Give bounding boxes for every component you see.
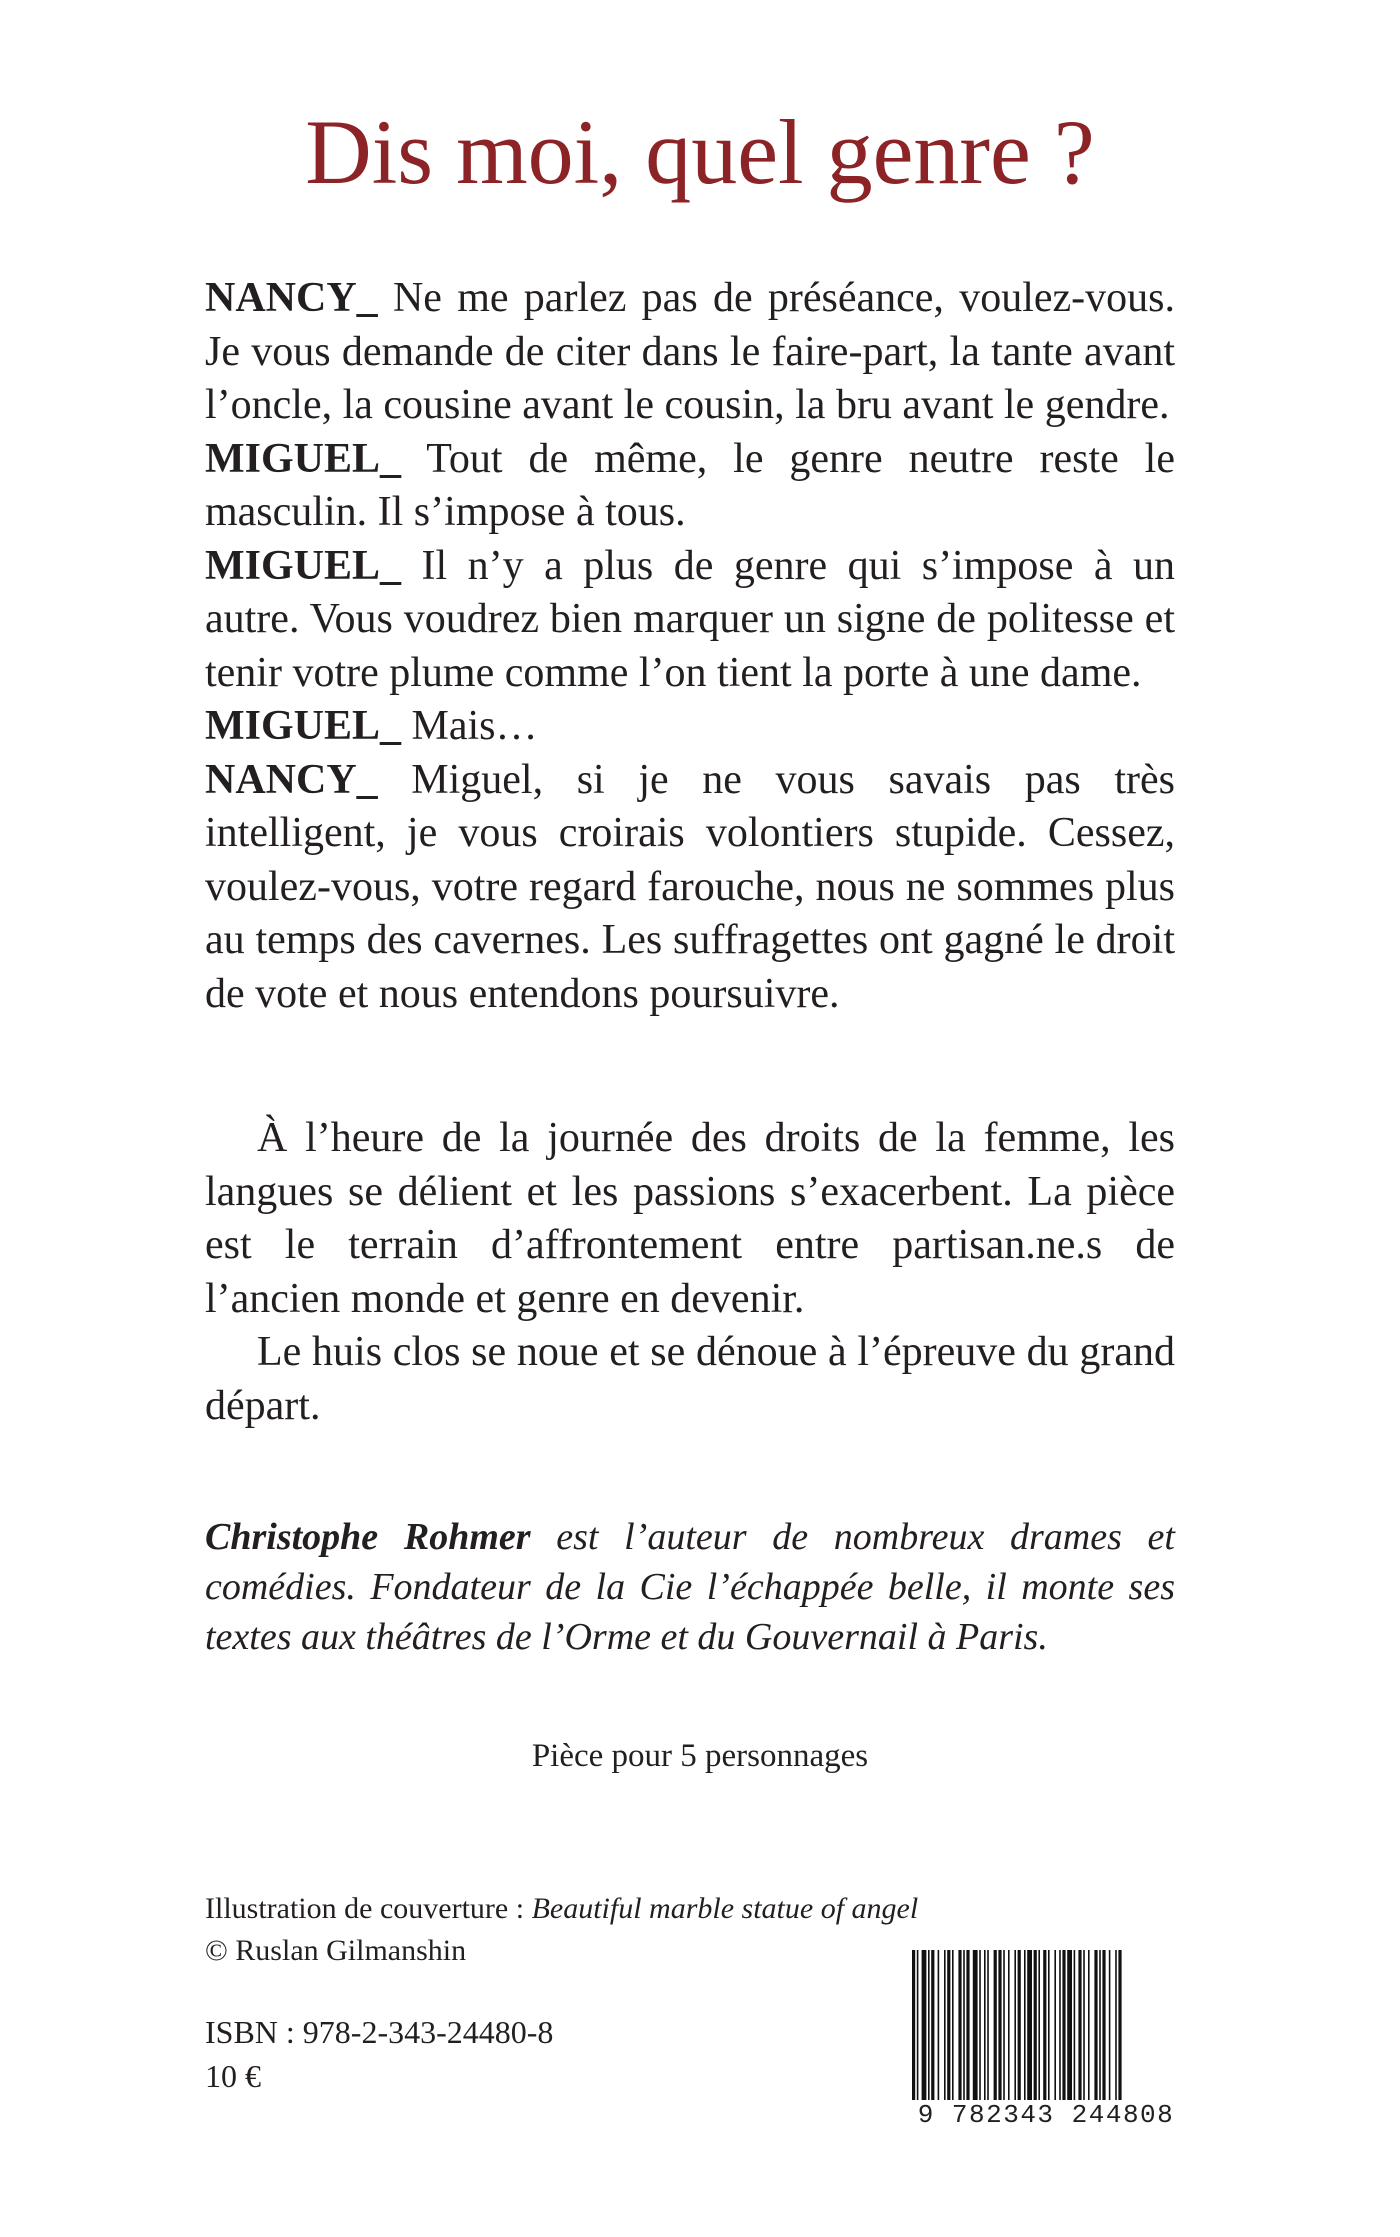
- barcode-bar: [1038, 1950, 1040, 2100]
- isbn: ISBN : 978-2-343-24480-8: [205, 2014, 554, 2050]
- illustration-work: Beautiful marble statue of angel: [531, 1892, 919, 1925]
- barcode-bar: [1048, 1950, 1050, 2100]
- author-bio-body: est l’auteur de nombreux drames et comédies. Fondateur de la Cie l’échappée belle, il monte ses textes aux théâtres de l’Orme et du Gouvernail à Paris.: [205, 1516, 1175, 1658]
- barcode-bar: [922, 1950, 927, 2100]
- barcode-bar: [1083, 1950, 1085, 2100]
- summary-paragraph: Le huis clos se noue et se dénoue à l’épreuve du grand départ.: [205, 1329, 1175, 1429]
- dialogue-line: [205, 754, 1175, 1022]
- copyright-line: © Ruslan Gilmanshin: [205, 1934, 467, 1967]
- barcode-bar: [952, 1950, 954, 2100]
- dialogue-excerpt: [205, 272, 1175, 1021]
- dialogue-text: Miguel, si je ne vous savais pas très intelligent, je vous croirais volontiers stupide. Cessez, voulez-vous, votre regard farouche, nous ne sommes plus au temps des cavernes. Les suffragettes ont gagné le droit de vote et nous entendons poursuivre.: [205, 756, 1175, 1017]
- barcode-bar: [1008, 1950, 1010, 2100]
- speaker-name: MIGUEL_: [205, 703, 402, 749]
- dialogue-text: Il n’y a plus de genre qui s’impose à un autre. Vous voudrez bien marquer un signe de politesse et tenir votre plume comme l’on tient la porte à une dame.: [205, 542, 1175, 696]
- speaker-name: NANCY_: [205, 275, 378, 321]
- illustration-line: [205, 1888, 1105, 1930]
- barcode-bar: [1102, 1950, 1105, 2100]
- speaker-name: NANCY_: [205, 756, 378, 803]
- barcode-bar: [987, 1950, 989, 2100]
- author-bio: [205, 1512, 1175, 1662]
- cast-note: Pièce pour 5 personnages: [531, 1738, 869, 1774]
- barcode-bar: [1067, 1950, 1072, 2100]
- barcode-bar: [966, 1950, 969, 2100]
- dialogue-line: [205, 540, 1175, 701]
- barcode-bar: [917, 1950, 919, 2100]
- barcode-bar: [912, 1950, 915, 2100]
- barcode-bar: [1054, 1950, 1056, 2100]
- barcode-bar: [1059, 1950, 1061, 2100]
- barcode-bar: [1024, 1950, 1026, 2100]
- barcode: [906, 1950, 1186, 2100]
- dialogue-text: Ne me parlez pas de préséance, voulez-vous. Je vous demande de citer dans le faire-part, la tante avant l’oncle, la cousine avant le cousin, la bru avant le gendre.: [205, 275, 1175, 428]
- barcode-bar: [931, 1950, 934, 2100]
- illustration-label: Illustration de couverture :: [205, 1892, 532, 1925]
- barcode-bar: [973, 1950, 978, 2100]
- barcode-bar: [1088, 1950, 1090, 2100]
- dialogue-text: Mais…: [401, 703, 538, 749]
- barcode-bar: [1043, 1950, 1046, 2100]
- barcode-bar: [1109, 1950, 1111, 2100]
- barcode-bar: [1003, 1950, 1005, 2100]
- barcode-bar: [1027, 1950, 1032, 2100]
- barcode-digits: 9 782343 244808: [917, 2100, 1175, 2130]
- barcode-bar: [994, 1950, 997, 2100]
- barcode-icon: [906, 1950, 1186, 2100]
- barcode-bar: [1078, 1950, 1081, 2100]
- barcode-bar: [1074, 1950, 1076, 2100]
- barcode-bar: [1094, 1950, 1097, 2100]
- book-summary: [205, 1112, 1175, 1433]
- barcode-bar: [947, 1950, 950, 2100]
- barcode-bar: [984, 1950, 986, 2100]
- barcode-bar: [979, 1950, 981, 2100]
- barcode-bar: [944, 1950, 946, 2100]
- summary-paragraph: À l’heure de la journée des droits de la femme, les langues se délient et les passions s’exacerbent. La pièce est le terrain d’affrontement entre partisan.ne.s de l’ancien monde et genre en devenir.: [205, 1115, 1175, 1322]
- barcode-bar: [958, 1950, 961, 2100]
- barcode-bar: [1099, 1950, 1101, 2100]
- barcode-bar: [1018, 1950, 1021, 2100]
- barcode-bar: [1062, 1950, 1065, 2100]
- speaker-name: MIGUEL_: [205, 542, 402, 589]
- dialogue-text: Tout de même, le genre neutre reste le masculin. Il s’impose à tous.: [205, 435, 1175, 535]
- book-title: Dis moi, quel genre ?: [305, 101, 1095, 203]
- dialogue-line: [205, 433, 1175, 540]
- barcode-bar: [1014, 1950, 1016, 2100]
- barcode-bar: [938, 1950, 940, 2100]
- dialogue-line: [205, 700, 1175, 754]
- author-bio-text: [205, 1512, 1175, 1662]
- barcode-bar: [1115, 1950, 1117, 2100]
- author-name: Christophe Rohmer: [205, 1516, 531, 1558]
- dialogue-line: [205, 272, 1175, 433]
- barcode-bar: [928, 1950, 930, 2100]
- barcode-bar: [998, 1950, 1001, 2100]
- barcode-bar: [1034, 1950, 1037, 2100]
- publication-info: [205, 2010, 805, 2098]
- price: 10 €: [205, 2058, 261, 2094]
- barcode-bar: [963, 1950, 965, 2100]
- barcode-bar: [1118, 1950, 1121, 2100]
- speaker-name: MIGUEL_: [205, 435, 402, 482]
